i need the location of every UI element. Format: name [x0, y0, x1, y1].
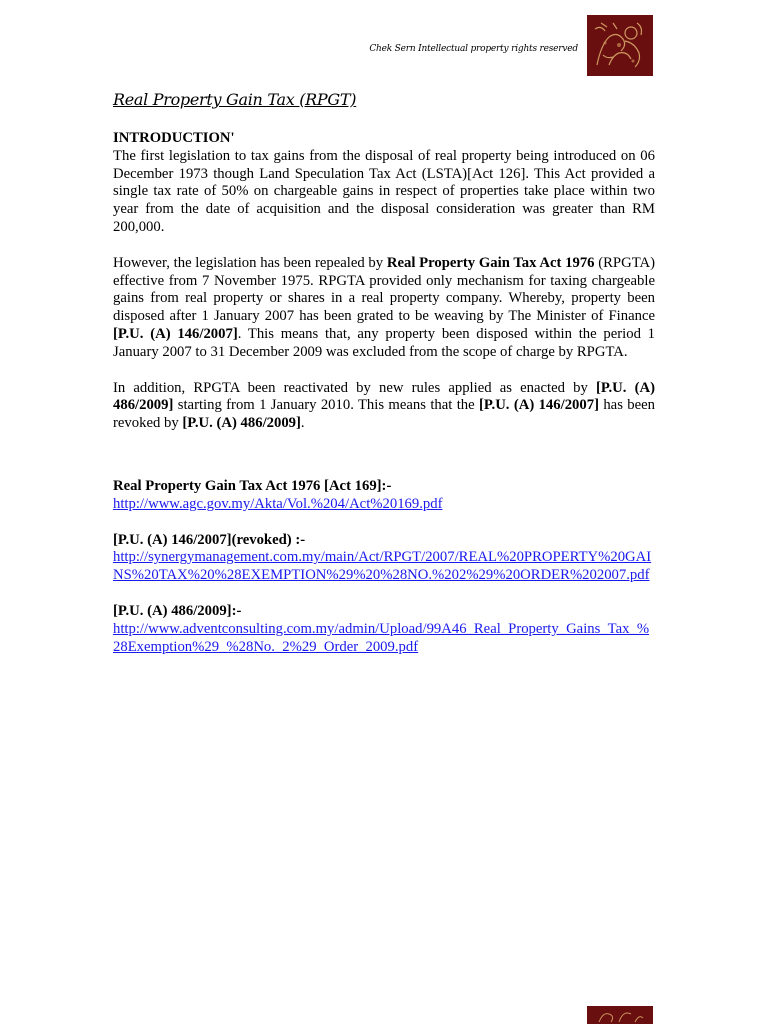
text-run: has been revoked by: [113, 397, 655, 432]
reference-title: [P.U. (A) 486/2009]:-: [113, 602, 242, 619]
reference-link[interactable]: http://www.adventconsulting.com.my/admin/Upload/99A46_Real_Property_Gains_Tax_%28Exemption%29_%28No._2%29_Order_2009.pdf: [113, 620, 650, 655]
text-run: .: [300, 415, 305, 432]
reactivation-paragraph: [113, 380, 655, 433]
bold-run: [P.U. (A) 146/2007]: [479, 397, 599, 414]
document-title: Real Property Gain Tax (RPGT): [113, 90, 357, 109]
bold-run: [P.U. (A) 486/2009]: [113, 379, 655, 414]
bold-run: Real Property Gain Tax Act 1976: [386, 254, 595, 271]
copyright-note: Chek Sern Intellectual property rights reserved: [369, 44, 578, 54]
text-run: starting from 1 January 2010. This means that the: [173, 397, 480, 414]
spacer: [113, 514, 655, 532]
reference-title: [P.U. (A) 146/2007](revoked) :-: [113, 531, 306, 548]
spacer: [113, 433, 655, 478]
document-body: [113, 130, 655, 656]
spacer: [113, 585, 655, 603]
text-run: In addition, RPGTA been reactivated by new rules applied as enacted by: [113, 379, 596, 396]
reference-link[interactable]: http://www.agc.gov.my/Akta/Vol.%204/Act%20169.pdf: [113, 495, 443, 512]
repeal-paragraph: [113, 255, 655, 362]
spacer: [113, 237, 655, 255]
reference-title: Real Property Gain Tax Act 1976 [Act 169]:-: [113, 477, 392, 494]
bold-run: [P.U. (A) 486/2009]: [182, 415, 301, 432]
intro-paragraph: The first legislation to tax gains from the disposal of real property being introduced on 06 December 1973 though Land Speculation Tax Act (LSTA)[Act 126]. This Act provided a single tax rate of 50% on chargeable gains in respect of properties take place within two year from the date of acquisition and the disposal consideration was greater than RM 200,000.: [113, 147, 655, 235]
text-run: . This means that, any property been disposed within the period 1 January 2007 to 31 December 2009 was excluded from the scope of charge by RPGTA.: [113, 325, 655, 360]
reference-link[interactable]: http://synergymanagement.com.my/main/Act/RPGT/2007/REAL%20PROPERTY%20GAINS%20TAX%20%28EXEMPTION%29%20%28NO.%202%29%20ORDER%202007.pdf: [113, 549, 652, 584]
bold-run: [P.U. (A) 146/2007]: [113, 325, 238, 342]
company-logo: [587, 15, 653, 76]
spacer: [113, 362, 655, 380]
footer-logo: [587, 1006, 653, 1024]
text-run: (RPGTA) effective from 7 November 1975. RPGTA provided only mechanism for taxing chargeable gains from real property or shares in a real property company. Whereby, property been disposed after 1 January 2007 has been grated to be weaving by The Minister of Finance: [113, 254, 655, 325]
text-run: However, the legislation has been repealed by: [113, 254, 387, 271]
intro-heading: INTRODUCTION': [113, 130, 235, 146]
